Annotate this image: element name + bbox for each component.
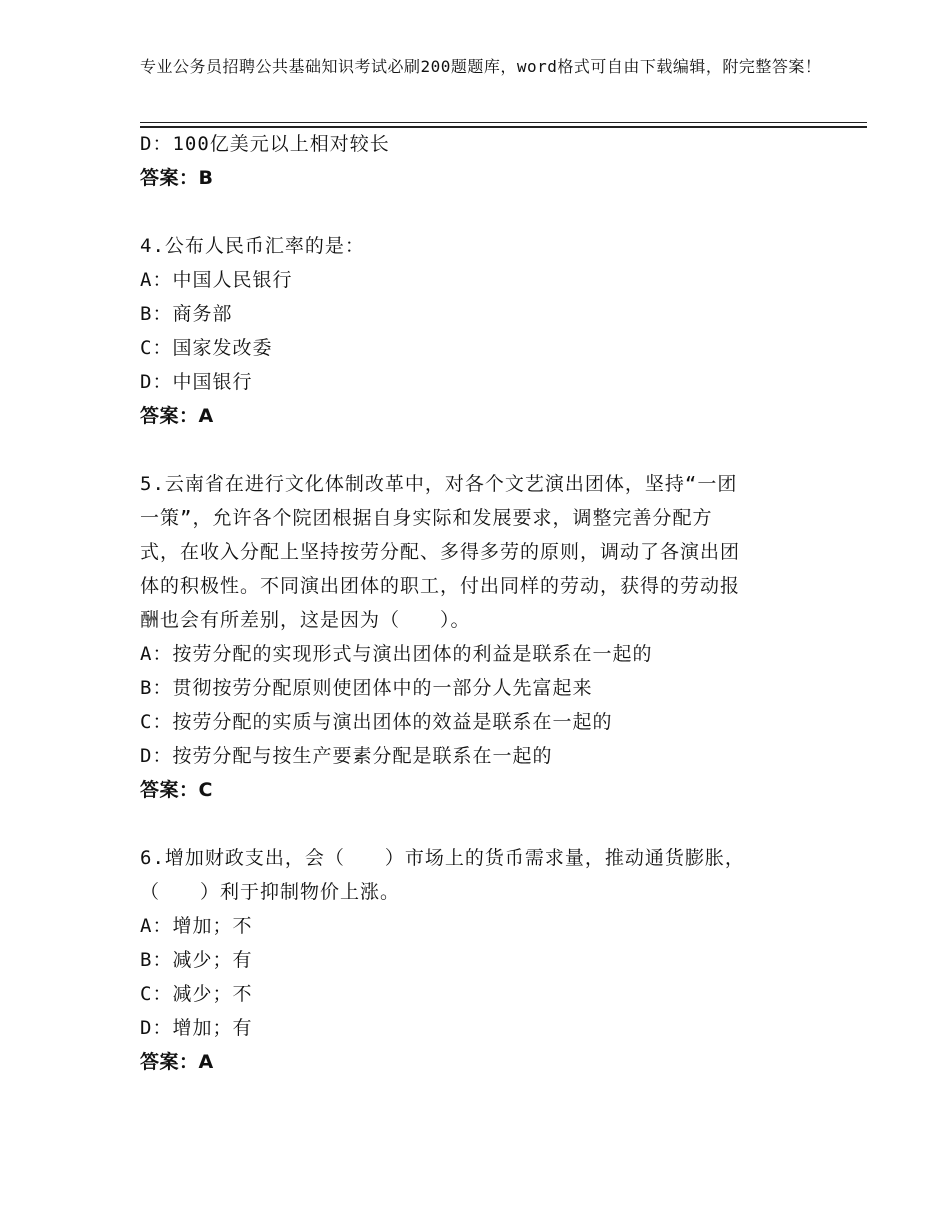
question-tail — [140, 127, 820, 195]
question-list — [140, 127, 820, 1079]
option-d: D：按劳分配与按生产要素分配是联系在一起的 — [140, 745, 553, 767]
question-stem-line: 一策”，允许各个院团根据自身实际和发展要求，调整完善分配方 — [140, 507, 713, 529]
answer-line: 答案：B — [140, 167, 214, 189]
question-4 — [140, 229, 820, 433]
option-b: B：减少；有 — [140, 949, 253, 971]
option-b: B：贯彻按劳分配原则使团体中的一部分人先富起来 — [140, 677, 593, 699]
option-a: A：增加；不 — [140, 915, 253, 937]
question-stem-line: 体的积极性。不同演出团体的职工，付出同样的劳动，获得的劳动报 — [140, 575, 741, 597]
answer-line: 答案：A — [140, 1051, 214, 1073]
question-stem-line: 6.增加财政支出，会（ ）市场上的货币需求量，推动通货膨胀， — [140, 847, 745, 869]
option-b: B：商务部 — [140, 303, 233, 325]
answer-line: 答案：A — [140, 405, 214, 427]
question-stem-line: 酬也会有所差别，这是因为（ ）。 — [140, 609, 471, 631]
option-c: C：减少；不 — [140, 983, 253, 1005]
question-6 — [140, 841, 820, 1079]
option-d: D：100亿美元以上相对较长 — [140, 133, 390, 155]
answer-line: 答案：C — [140, 779, 213, 801]
option-c: C：按劳分配的实质与演出团体的效益是联系在一起的 — [140, 711, 613, 733]
option-d: D：增加；有 — [140, 1017, 253, 1039]
option-a: A：中国人民银行 — [140, 269, 293, 291]
question-stem-line: 5.云南省在进行文化体制改革中，对各个文艺演出团体，坚持“一团 — [140, 473, 738, 495]
spacer — [140, 807, 820, 841]
question-stem-line: 式，在收入分配上坚持按劳分配、多得多劳的原则，调动了各演出团 — [140, 541, 741, 563]
spacer — [140, 195, 820, 229]
question-stem-line: （ ）利于抑制物价上涨。 — [140, 881, 401, 903]
question-5 — [140, 467, 820, 807]
question-stem: 4.公布人民币汇率的是： — [140, 235, 365, 257]
option-d: D：中国银行 — [140, 371, 253, 393]
spacer — [140, 433, 820, 467]
option-a: A：按劳分配的实现形式与演出团体的利益是联系在一起的 — [140, 643, 653, 665]
option-c: C：国家发改委 — [140, 337, 273, 359]
header-rule-thin — [140, 122, 867, 123]
page-header: 专业公务员招聘公共基础知识考试必刷200题题库，word格式可自由下载编辑，附完整答案！ — [140, 57, 822, 76]
